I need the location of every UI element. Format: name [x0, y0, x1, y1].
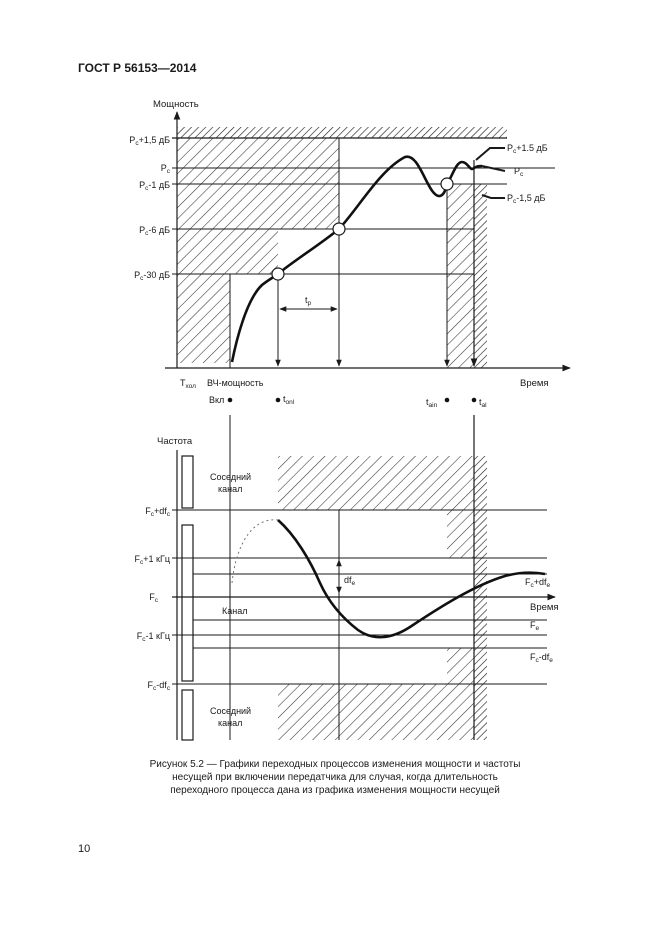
upper-limit-hatch — [177, 127, 507, 138]
t-off-label: $T_{хол}$ — [180, 378, 196, 390]
frequency-chart — [135, 415, 559, 740]
df-label: $df_e$ — [344, 575, 356, 587]
lower-band-hatch — [177, 229, 278, 274]
freq-precurve-dashed — [232, 520, 278, 583]
freq-axis-label: Частота — [157, 436, 193, 447]
upper-neighbor-bar — [182, 456, 193, 508]
right-label-pc: $P_c$ — [514, 166, 524, 178]
point-minus-1 — [441, 178, 453, 190]
figure-caption — [120, 758, 550, 797]
lower-neighbor-label-2: канал — [218, 718, 243, 728]
t-al-label: $t_{al}$ — [479, 397, 487, 409]
right-label-fe: $F_e$ — [530, 620, 540, 632]
rf-power-label: ВЧ-мощность — [207, 378, 264, 388]
freq-upper-hatch — [278, 456, 474, 510]
t-on-marker-dot — [276, 398, 281, 403]
mid-band-hatch — [177, 184, 339, 229]
right-label-p-minus: $P_c-1,5$ дБ — [507, 193, 546, 205]
caption-line-3: переходного процесса дана из графика изменения мощности несущей — [170, 785, 500, 796]
tick-p-minus-6: $P_c-6$ дБ — [139, 225, 170, 237]
t-al-marker-dot — [472, 398, 477, 403]
right-label-fc-plus-dfe: $F_c+df_e$ — [525, 577, 551, 589]
document-header: ГОСТ Р 56153—2014 — [78, 61, 197, 75]
on-marker-dot — [228, 398, 233, 403]
channel-bar — [182, 525, 193, 681]
right-limit-hatch — [474, 184, 487, 368]
tp-label: $t_p$ — [305, 295, 312, 307]
caption-line-1: Рисунок 5.2 — Графики переходных процессов изменения мощности и частоты — [149, 759, 521, 770]
upper-band-hatch — [177, 138, 339, 184]
tick-pc: $P_c$ — [160, 163, 170, 175]
settle-region-hatch — [447, 184, 474, 368]
channel-label: Канал — [222, 606, 248, 616]
point-minus-30 — [272, 268, 284, 280]
freq-time-label: Время — [530, 602, 559, 613]
caption-line-2: несущей при включении передатчика для случая, когда длительность — [172, 772, 498, 783]
power-axis-label: Мощность — [153, 99, 199, 110]
upper-neighbor-label-1: Соседний — [210, 472, 252, 482]
t-ain-label: $t_{ain}$ — [426, 397, 438, 409]
right-label-fc-minus-dfe: $F_c-df_e$ — [530, 652, 553, 664]
off-region-hatch — [177, 274, 230, 363]
power-chart — [129, 99, 570, 409]
lower-neighbor-label-1: Соседний — [210, 706, 252, 716]
right-label-p-plus: $P_c+1.5$ дБ — [507, 143, 548, 155]
tick-fc-minus-1k: $F_c-1$ кГц — [136, 631, 170, 643]
tick-p-minus-30: $P_c-30$ дБ — [134, 270, 170, 282]
point-minus-6 — [333, 223, 345, 235]
upper-neighbor-label-2: канал — [218, 484, 243, 494]
tick-fc-plus-dfc: $F_c+df_c$ — [145, 506, 170, 518]
page-number: 10 — [78, 843, 91, 855]
tick-fc-minus-dfc: $F_c-df_c$ — [147, 680, 170, 692]
freq-lower-hatch — [278, 684, 474, 740]
tick-p-minus-1: $P_c-1$ дБ — [139, 180, 170, 192]
freq-upper-right-hatch — [447, 510, 474, 558]
power-time-label: Время — [520, 378, 549, 389]
tick-fc-plus-1k: $F_c+1$ кГц — [134, 554, 170, 566]
lower-neighbor-bar — [182, 690, 193, 740]
t-ain-marker-dot — [445, 398, 450, 403]
freq-lower-right-hatch — [447, 648, 474, 684]
t-on-label: $t_{onl}$ — [283, 394, 295, 406]
freq-right-limit-hatch — [474, 456, 487, 740]
tick-fc: $F_c$ — [149, 592, 158, 604]
tick-p-plus-1-5: $P_c+1,5$ дБ — [129, 135, 170, 147]
on-label: Вкл — [209, 395, 225, 405]
